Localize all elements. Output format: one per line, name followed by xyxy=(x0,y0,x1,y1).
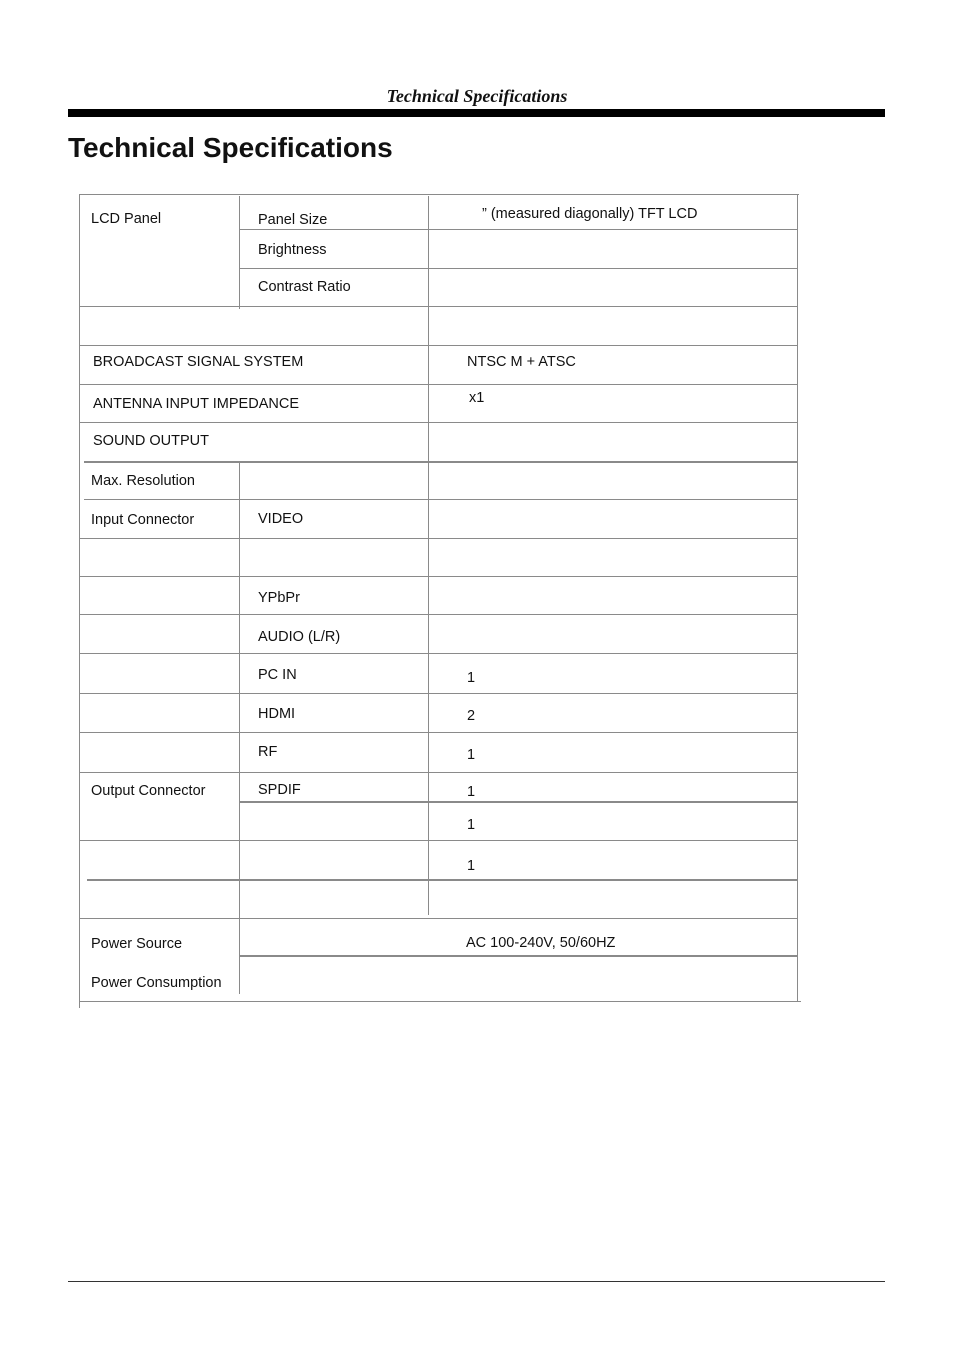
row-line xyxy=(84,461,797,463)
row-line xyxy=(79,422,797,423)
row-line xyxy=(79,345,797,346)
value-hdmi: 2 xyxy=(467,708,476,724)
value-rf: 1 xyxy=(467,747,476,763)
table-border-right xyxy=(797,194,798,1002)
row-line xyxy=(79,384,797,385)
label-rf: RF xyxy=(258,744,278,760)
value-power-source: AC 100-240V, 50/60HZ xyxy=(466,935,616,951)
value-broadcast-signal: NTSC M + ATSC xyxy=(467,354,576,370)
value-antenna: x1 xyxy=(469,390,485,406)
label-output-connector: Output Connector xyxy=(91,783,206,799)
value-output-row-2: 1 xyxy=(467,817,476,833)
table-border-top xyxy=(79,194,799,195)
label-lcd-panel: LCD Panel xyxy=(91,211,162,227)
label-sound-output: SOUND OUTPUT xyxy=(93,433,209,449)
row-line xyxy=(79,693,797,694)
row-line xyxy=(79,918,797,919)
label-antenna-input-impedance: ANTENNA INPUT IMPEDANCE xyxy=(93,396,299,412)
row-line xyxy=(84,499,797,500)
value-spdif: 1 xyxy=(467,784,476,800)
page-title: Technical Specifications xyxy=(68,132,393,163)
row-line xyxy=(87,879,797,881)
row-line xyxy=(79,732,797,733)
row-line xyxy=(239,955,797,957)
col-divider-2-mid xyxy=(428,462,429,915)
row-line xyxy=(79,772,797,773)
row-line xyxy=(79,840,797,841)
label-panel-size: Panel Size xyxy=(258,212,328,228)
row-line xyxy=(79,538,797,539)
label-power-source: Power Source xyxy=(91,936,183,952)
value-pc-in: 1 xyxy=(467,670,476,686)
label-audio-lr: AUDIO (L/R) xyxy=(258,629,341,645)
label-ypbpr: YPbPr xyxy=(258,590,300,606)
table-border-bottom xyxy=(79,1001,801,1002)
label-max-resolution: Max. Resolution xyxy=(91,473,195,489)
row-line xyxy=(239,268,797,269)
footer-rule xyxy=(68,1281,885,1282)
row-line xyxy=(79,614,797,615)
header-rule xyxy=(68,109,885,117)
label-pc-in: PC IN xyxy=(258,667,297,683)
label-input-connector: Input Connector xyxy=(91,512,195,528)
running-header: Technical Specifications xyxy=(386,86,568,106)
row-line xyxy=(79,653,797,654)
row-line xyxy=(239,801,797,803)
col-divider-1-bottom xyxy=(239,462,240,994)
row-line xyxy=(79,576,797,577)
spec-table xyxy=(79,194,799,1002)
label-contrast-ratio: Contrast Ratio xyxy=(258,279,351,295)
row-line xyxy=(239,229,797,230)
row-line xyxy=(79,306,797,307)
table-border-left xyxy=(79,194,80,1008)
label-spdif: SPDIF xyxy=(258,782,301,798)
label-hdmi: HDMI xyxy=(258,706,296,722)
label-power-consumption: Power Consumption xyxy=(91,975,222,991)
value-panel-size: ” (measured diagonally) TFT LCD xyxy=(482,206,698,222)
label-brightness: Brightness xyxy=(258,242,327,258)
label-broadcast-signal-system: BROADCAST SIGNAL SYSTEM xyxy=(93,354,304,370)
col-divider-1-top xyxy=(239,196,240,309)
label-video: VIDEO xyxy=(258,511,304,527)
value-output-row-3: 1 xyxy=(467,858,476,874)
